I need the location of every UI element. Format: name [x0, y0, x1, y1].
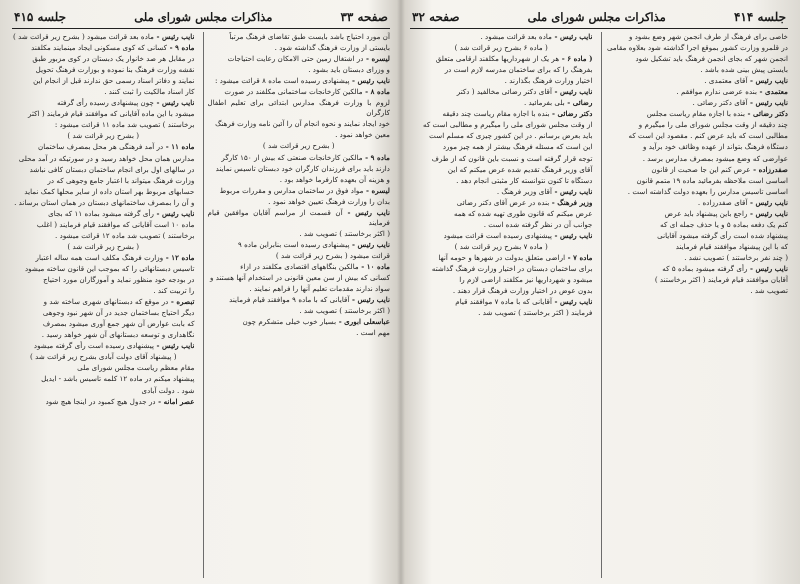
left-page — [12, 6, 390, 578]
right-page-col-right — [601, 32, 789, 578]
page-gutter — [397, 0, 405, 584]
right-page-number: صفحه ۳۲ — [412, 10, 460, 24]
text-line: آقایان موافقند قیام فرمایند ( اکثر برخاستند ) — [654, 275, 788, 285]
right-page — [410, 6, 788, 578]
text-line: معین خواهد نمود . — [335, 130, 390, 140]
text-line: ( بشرح زیر قرائت شد ) — [67, 131, 140, 141]
text-line: رضائی - بلی بفرمائید . — [523, 98, 593, 108]
text-line: دیگر احتیاج بساختمان جدید در آن شهر نبود وجوهی — [42, 308, 195, 318]
text-line: بایستی پیش بینی شده باشد . — [700, 65, 788, 75]
text-line: وزیر فرهنگ - بنده در عرض آقای دکتر رضائی — [456, 197, 593, 207]
text-line: نقشه وزارت فرهنگ بنا نموده و بوزارت فرهنگ تحویل — [35, 65, 195, 75]
left-page-number: صفحه ۳۳ — [340, 10, 388, 24]
text-line: نایب رئیس - راجع باین پیشنهاد باید عرض — [664, 208, 788, 218]
text-line: ماده ۱۰ است آقایانی که موافقند قیام فرمایند ( اغلب — [36, 219, 195, 229]
text-line: میشود با این ماده آقایانی که موافقند قیام فرمایند ( اکثر — [28, 109, 195, 119]
right-page-col-left — [410, 32, 593, 578]
text-line: کار اسناد مالکیت را ثبت کنند . — [104, 87, 195, 97]
text-line: بفرهنگ را که برای ساختمان مدرسه لازم است در — [444, 65, 593, 75]
text-line: نایب رئیس - آقایانی که با ماده ۷ موافقند قیام — [455, 297, 593, 307]
text-line: از وقت مجلس شورای ملی را میگیرم و مطالبی است که — [422, 120, 593, 130]
text-line: نایب رئیس - پیشنهادی رسیده است رأی گرفته میشود — [33, 341, 195, 351]
text-line: را تربیت کند . — [153, 286, 195, 296]
text-line: ( پیشنهاد آقای دولت آبادی بشرح زیر قرائت شد ) — [29, 352, 177, 362]
right-page-columns — [410, 32, 788, 578]
text-line: و وزرای دبستان باید بشود . — [308, 65, 390, 75]
text-line: آقای وزیر فرهنگ تقدیم شده عرض میکنم که این — [447, 164, 593, 174]
text-line: نایب رئیس - ماده بعد قرائت میشود ( بشرح زیر قرائت شد ) — [13, 32, 195, 41]
text-line: نایب رئیس - آقای دکتر رضائی مخالفید ( دکتر — [456, 87, 593, 97]
text-line: که بابت عوارض آن شهر جمع آوری میشود بمصرف — [42, 319, 195, 329]
text-line: برخاستند ) تصویب شد ماده ۱۱ قرائت میشود : — [54, 120, 195, 130]
text-line: ( ماده ۶ بشرح زیر قرائت شد ) — [454, 43, 548, 53]
text-line: در قلمرو وزارت کشور بموقع اجرا گذاشته شود بعلاوه مقامی — [606, 43, 788, 53]
left-page-title: مذاکرات مجلس شورای ملی — [134, 10, 273, 24]
text-line: میشود و شهرداریها نیز مکلفند اراضی لازم را — [459, 275, 593, 285]
text-line: ماده ۸ - مالکین کارخانجات ساختمانی مکلفند در صورت — [224, 87, 390, 97]
left-session-label: جلسه ۴۱۵ — [14, 10, 67, 24]
text-line: لزوم با وزارت فرهنگ مدارس ابتدائی برای تعلیم اطفال کارگران — [207, 98, 390, 118]
text-line: نایب رئیس - پیشنهادی رسیده است قرائت میشود — [443, 230, 593, 240]
text-line: باید بعرض برسانم . در این کشور چیزی که مسلم است — [429, 131, 593, 141]
text-line: نگاهداری و توسعه دبستانهای آن شهر خواهد رسید . — [41, 330, 195, 340]
text-line: ( بشرح زیر قرائت شد ) — [262, 141, 335, 151]
text-line: تصویب شد . — [750, 286, 788, 296]
text-line: وزارت فرهنگ میتواند با اعتبار جامع وجوهی که در — [47, 175, 195, 185]
text-line: نایب رئیس - پیشنهادی رسیده است ماده ۸ قرائت میشود : — [214, 76, 390, 86]
text-line: نایب رئیس - ماده بعد قرائت میشود . — [480, 32, 593, 41]
text-line: عباسعلی ابوری - بسیار خوب خیلی متشکرم چون — [242, 317, 390, 327]
text-line: دستگاه فرهنگ بتواند از عهده وظائف خود برآید و — [642, 142, 788, 152]
text-line: مهم است . — [356, 328, 390, 338]
text-line: لیسره - در اشتغال زمین حتی الامکان رعایت احتیاجات — [227, 54, 390, 64]
text-line: کنم یک دفعه بماده ۵ و یا حذف جمله ای که — [660, 219, 788, 229]
text-line: برای ساختمان دبستان در اختیار وزارت فرهنگ گذاشته — [431, 263, 593, 273]
text-line: نایب رئیس - آقای معتمدی . — [704, 76, 788, 86]
text-line: دستگاه تا کنون نتوانسته کار مثبتی انجام دهد . — [456, 175, 593, 185]
text-line: نایب رئیس - رأی گرفته میشود بماده ۱۱ که بجای — [48, 208, 195, 218]
text-line: پیشنهاد شده است رأی گرفته میشود آقایانی — [657, 230, 788, 240]
text-line: عصر امانه - در جدول هیچ کمبود در اینجا هیچ شود — [45, 396, 195, 406]
text-line: ( ماده ۷ بشرح زیر قرائت شد ) — [454, 241, 548, 251]
text-line: ( ماده ۶ - هر یک از شهرداریها مکلفند ارقامی متعلق — [435, 54, 593, 64]
text-line: نایب رئیس - رأی گرفته میشود بماده ۵ که — [662, 263, 788, 273]
text-line: کسانی که بیش از سن معین قانونی در استخدام آنها هستند و — [209, 273, 390, 283]
text-line: ماده ۱۰ - مالکین بنگاههای اقتصادی مکلفند در ازاء — [240, 261, 390, 271]
text-line: در بودجه خود منظور نماید و آموزگاران مورد احتیاج — [43, 275, 195, 285]
text-line: ماده ۹ - مالکین کارخانجات صنعتی که بیش از ۱۵۰ کارگر — [221, 152, 390, 162]
text-line: سواد ندارند مقدمات تعلیم آنها را فراهم نمایند . — [249, 284, 390, 294]
text-line: دارند باید برای فرزندان کارگران خود دبستان تاسیس نمایند — [215, 163, 390, 173]
text-line: صفدرزاده - عرض کنم این جا صحبت از قانون — [651, 164, 788, 174]
text-line: فرمایند ( اکثر برخاستند ) تصویب شد . — [478, 308, 593, 318]
text-line: عرض میکنم که قانون طوری تهیه شده که همه — [453, 208, 593, 218]
text-line: تبصره - در موقع که دبستانهای شهری ساخته شد و — [43, 297, 195, 307]
text-line: برخاستند ) تصویب شد ماده ۱۲ قرائت میشود . — [55, 230, 195, 240]
text-line: آن مورد احتیاج باشد بایست طبق تقاضای فرهنگ مرتباً — [229, 32, 390, 41]
left-page-col-right — [203, 32, 391, 578]
text-line: نایب رئیس - آقای صفدرزاده . — [697, 197, 788, 207]
text-line: نایب رئیس - آقای دکتر رضائی . — [692, 98, 788, 108]
text-line: عوارضی که وضع میشود بمصرف مدارس برسد . — [642, 153, 788, 163]
text-line: خاصی برای فرهنگ از طرف انجمن شهر وضع بشود و — [628, 32, 788, 41]
text-line: جوانب آن در نظر گرفته شده است . — [483, 219, 593, 229]
text-line: و آن را بمصرف ساختمانهای دبستان در همان استان برساند . — [14, 197, 195, 207]
text-line: توجه قرار گرفته است و نسبت باین قانون که از طرف — [431, 153, 593, 163]
text-line: لیسره - مواد فوق در ساختمان مدارس و مقررات مربوط — [219, 185, 390, 195]
text-line: چند دقیقه از وقت مجلس شورای ملی را میگیرم و — [638, 120, 788, 130]
text-line: شود . دولت آبادی — [141, 385, 195, 395]
text-line: معتمدی - بنده عرضی ندارم موافقم . — [676, 87, 788, 97]
text-line: در مقابل هر صد خانوار یک دبستان در کوی مزبور طبق — [32, 54, 195, 64]
text-line: اختیار وزارت فرهنگ بگذارند . — [504, 76, 593, 86]
right-session-label: جلسه ۴۱۴ — [733, 10, 786, 24]
text-line: نایب رئیس - آن قسمت از مراسم آقایان موافقین قیام فرمایند — [207, 207, 390, 227]
text-line: انجمن شهر که بجای انجمن فرهنگ باید تشکیل شود — [635, 54, 788, 64]
text-line: مدارس همان محل خواهد رسید و در سورتیکه در آمد محلی — [18, 153, 195, 163]
left-page-col-left — [12, 32, 195, 578]
text-line: نایب رئیس - آقایانی که با ماده ۹ موافقند قیام فرمایند — [229, 295, 390, 305]
text-line: ( بشرح زیر قرائت شد ) — [67, 241, 140, 251]
text-line: که با این پیشنهاد موافقند قیام فرمایند — [675, 241, 788, 251]
text-line: دکتر رضائی - بنده با اجازه مقام ریاست چند دقیقه — [442, 109, 593, 119]
right-page-header — [410, 6, 788, 29]
text-line: دکتر رضائی - بنده با اجازه مقام ریاست مجلس — [646, 109, 788, 119]
text-line: اساسی است ملاحظه بفرمائید ماده ۱۹ متمم قانون — [636, 175, 788, 185]
text-line: بایستی از وزارت فرهنگ گذاشته شود . — [274, 43, 390, 53]
text-line: مطالبی است که باید عرض کنم . مقصود این است که — [628, 131, 788, 141]
text-line: و هزینه آن بعهده کارفرما خواهد بود . — [279, 174, 390, 184]
text-line: ماده ۱۱ - در آمد فرهنگی هر محل بمصرف ساختمان — [37, 142, 195, 152]
text-line: نمایند و دفاتر اسناد رسمی حق ندارند قبل از انجام این — [33, 76, 195, 86]
text-line: نایب رئیس - چون پیشنهادی رسیده رأی گرفته — [57, 98, 195, 108]
text-line: مقام معظم ریاست مجلس شورای ملی — [77, 363, 195, 373]
text-line: بدان را وزارت فرهنگ تعیین خواهد نمود . — [268, 196, 390, 206]
text-line: ماده ۹ - کسانی که کوی مسکونی ایجاد مینمایند مکلفند — [31, 43, 195, 53]
text-line: خود ایجاد نمایند و نحوه انجام آن را آئین نامه وزارت فرهنگ — [215, 119, 390, 129]
right-page-title: مذاکرات مجلس شورای ملی — [527, 10, 666, 24]
left-page-header — [12, 6, 390, 29]
text-line: ماده ۷ - اراضی متعلق بدولت در شهرها و حومه آنها — [438, 252, 593, 262]
text-line: در سالهای اول برای انجام ساختمان دبستان کافی نباشد — [29, 164, 195, 174]
text-line: این است که مسئله فرهنگ بیشتر از همه چیز مورد — [442, 142, 593, 152]
text-line: پیشنهاد میکنم در ماده ۱۲ کلمه تاسیس باشد - ایدیل — [41, 374, 195, 384]
text-line: حسابهای مربوط بهر استان داده از سایر محلها کمک نماید — [24, 186, 195, 196]
text-line: نایب رئیس - آقای وزیر فرهنگ . — [496, 186, 593, 196]
text-line: قرائت میشود ( بشرح زیر قرائت شد ) — [275, 250, 390, 260]
text-line: تاسیس دبستانهائی را که بموجب این قانون ساخته میشود — [24, 263, 195, 273]
text-line: ( چند نفر برخاستند ) تصویب نشد . — [684, 252, 788, 262]
text-line: ( اکثر برخاستند ) تصویب شد . — [299, 306, 390, 316]
left-page-columns — [12, 32, 390, 578]
text-line: نایب رئیس - پیشنهادی رسیده است بنابراین ماده ۹ — [237, 239, 390, 249]
text-line: ماده ۱۲ - وزارت فرهنگ مکلف است همه ساله اعتبار — [35, 252, 195, 262]
text-line: ( اکثر برخاستند ) تصویب شد . — [299, 228, 390, 238]
text-line: بدون عوض در اختیار وزارت فرهنگ قرار دهند . — [452, 286, 593, 296]
text-line: اساسی تاسیس مدارس را بعهده دولت گذاشته است . — [627, 186, 788, 196]
